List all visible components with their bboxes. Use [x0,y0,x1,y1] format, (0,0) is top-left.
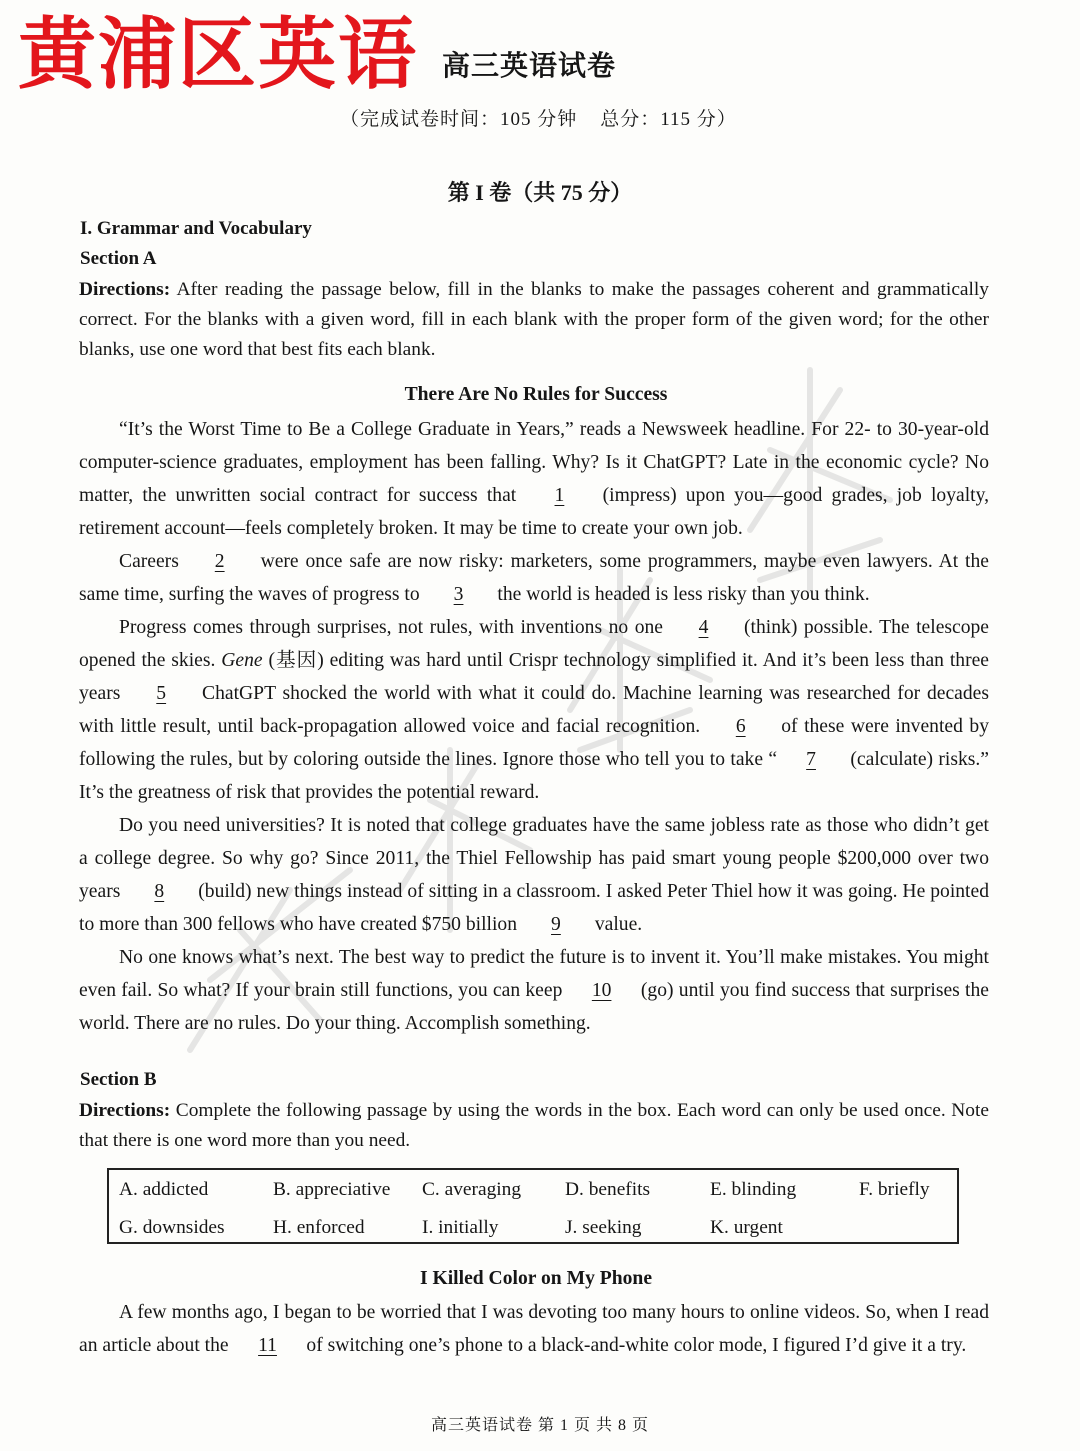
word-option: I. initially [422,1217,499,1238]
word-option: C. averaging [422,1179,522,1200]
passage-b-title: I Killed Color on My Phone [419,1268,653,1289]
paragraph: No one knows what’s next. The best way to predict the future is to invent it. You’ll make mistakes. You might even fail. So what? If your brain still functions, you can keep 10 (go) until you find success that surprises the world. There are no rules. Do your thing. Accomplish something. [79,947,989,1034]
paragraph: A few months ago, I began to be worried that I was devoting too many hours to online videos. So, when I read an article about the 11 of switching one’s phone to a black-and-white color mode, I figured I’d give it a try. [79,1296,989,1362]
blank-6[interactable]: 6 [735,716,746,737]
page-footer: 高三英语试卷 第 1 页 共 8 页 [430,1417,649,1434]
paragraph: Do you need universities? It is noted that college graduates have the same jobless rate as those who didn’t get a college degree. So why go? Since 2011, the Thiel Fellowship has paid smart young people $200,000 over two years 8 (build) new things instead of sitting in a classroom. I asked Peter Thiel how it was going. He pointed to more than 300 fellows who have created $750 billion 9 value. [79,809,989,941]
exam-info: （完成试卷时间：105 分钟 总分：115 分） [340,109,737,130]
passage-b-body [79,1296,989,1362]
blank-8[interactable]: 8 [154,881,165,902]
section-b-directions [79,1096,989,1156]
blank-2[interactable]: 2 [214,551,225,572]
section-b-heading: Section B [80,1069,157,1090]
word-option: B. appreciative [273,1179,391,1200]
paragraph: Progress comes through surprises, not rules, with inventions no one 4 (think) possible. The telescope opened the skies. Gene (基因) editing was hard until Crispr technology simplified it. And it’s been less than three years 5 ChatGPT shocked the world with what it could do. Machine learning was researched for decades with little result, until back-propagation allowed voice and facial recognition. 6 of these were invented by following the rules, but by coloring outside the lines. Ignore those who tell you to take “ 7 (calculate) risks.” It’s the greatness of risk that provides the potential reward. [79,611,989,809]
passage-title: There Are No Rules for Success [404,384,668,405]
word-option: K. urgent [710,1217,783,1238]
section-a-subheading: Section A [80,248,157,269]
blank-9[interactable]: 9 [551,914,561,935]
section-heading: I. Grammar and Vocabulary [80,218,312,239]
word-option: F. briefly [859,1179,930,1200]
word-bank-box [107,1168,959,1244]
directions-text: After reading the passage below, fill in the blanks to make the passages coherent and grammatically correct. For the blanks with a given word, fill in each blank with the proper form of the given word; for the other blanks, use one word that best fits each blank. [79,279,989,360]
section-a-directions [79,275,989,365]
directions-label: Directions: [79,1100,171,1121]
directions-label: Directions: [79,279,171,300]
blank-10[interactable]: 10 [591,980,612,1001]
word-option: D. benefits [565,1179,651,1200]
blank-11[interactable]: 11 [258,1335,277,1356]
passage-body [79,413,989,1040]
directions-text: Complete the following passage by using the words in the box. Each word can only be used once. Note that there is one word more than you need. [79,1100,989,1151]
word-option: E. blinding [710,1179,797,1200]
word-option: H. enforced [273,1217,365,1238]
blank-4[interactable]: 4 [698,617,709,638]
word-option: G. downsides [119,1217,225,1238]
part-title: 第 I 卷（共 75 分） [447,180,633,205]
blank-1[interactable]: 1 [554,485,565,506]
blank-7[interactable]: 7 [806,749,816,770]
brand-title: 黄浦区英语 [18,10,419,100]
blank-3[interactable]: 3 [453,584,464,605]
blank-5[interactable]: 5 [156,683,167,704]
exam-title: 高三英语试卷 [442,49,617,82]
word-option: A. addicted [119,1179,209,1200]
paragraph: “It’s the Worst Time to Be a College Graduate in Years,” reads a Newsweek headline. For 22- to 30-year-old computer-science graduates, employment has been falling. Why? Is it ChatGPT? Late in the economic cycle? No matter, the unwritten social contract for success that 1 (impress) upon you—good grades, job loyalty, retirement account—feels completely broken. It may be time to create your own job. [79,419,990,539]
word-option: J. seeking [565,1217,642,1238]
paragraph: Careers 2 were once safe are now risky: marketers, some programmers, maybe even lawyers. At the same time, surfing the waves of progress to 3 the world is headed is less risky than you think. [79,545,989,611]
